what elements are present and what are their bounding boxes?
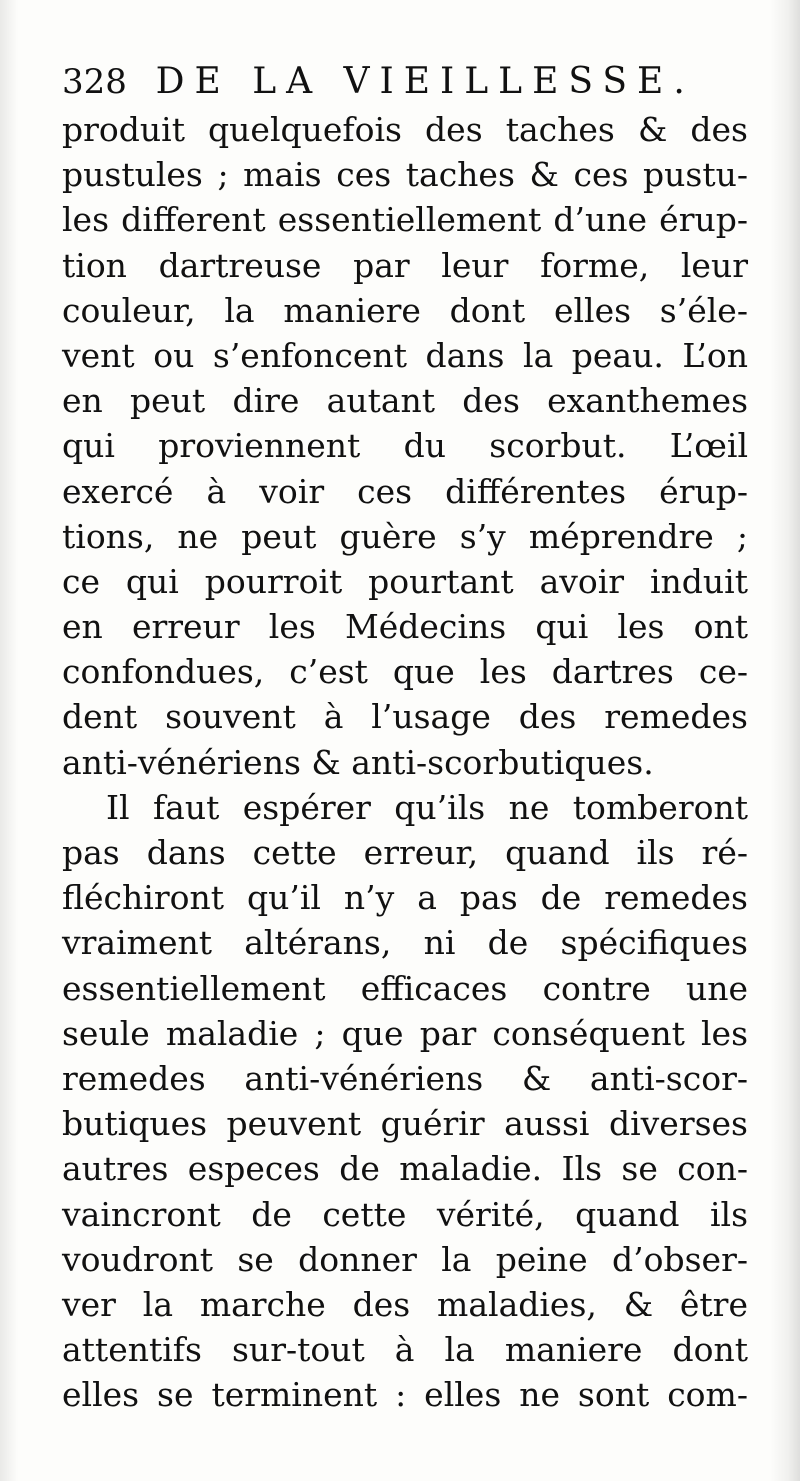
text-line: qui proviennent du scorbut. L’œil — [62, 426, 748, 466]
page-number: 328 — [62, 62, 127, 102]
body-text — [62, 107, 748, 1417]
page-gutter-shadow — [0, 0, 18, 1481]
text-line: produit quelquefois des taches & des — [62, 110, 748, 149]
running-title: DE LA VIEILLESSE. — [155, 61, 695, 102]
text-line: essentiellement efficaces contre une — [62, 968, 748, 1008]
text-line: remedes anti-vénériens & anti-scor- — [62, 1058, 748, 1098]
text-line: dent souvent à l’usage des remedes — [62, 697, 748, 737]
text-line: vraiment altérans, ni de spécifiques — [62, 923, 748, 963]
text-line: attentifs sur-tout à la maniere dont — [62, 1330, 748, 1370]
text-line: autres especes de maladie. Ils se con- — [62, 1149, 748, 1189]
text-line: en erreur les Médecins qui les ont — [62, 607, 748, 647]
text-line: voudront se donner la peine d’obser- — [62, 1239, 748, 1279]
text-line: couleur, la maniere dont elles s’éle- — [62, 290, 748, 330]
text-line: butiques peuvent guérir aussi diverses — [62, 1104, 748, 1144]
text-line: ce qui pourroit pourtant avoir induit — [62, 561, 748, 601]
text-line: exercé à voir ces différentes érup- — [62, 471, 748, 511]
text-line: tion dartreuse par leur forme, leur — [62, 245, 748, 285]
text-line: vent ou s’enfoncent dans la peau. L’on — [62, 335, 748, 375]
page-edge-shadow — [770, 0, 800, 1481]
text-line: anti-vénériens & anti-scorbutiques. — [62, 742, 654, 782]
text-line: elles se terminent : elles ne sont com- — [62, 1375, 748, 1415]
page-header — [62, 52, 752, 108]
text-line: tions, ne peut guère s’y méprendre ; — [62, 516, 748, 556]
text-line: les different essentiellement d’une érup- — [62, 200, 748, 240]
text-line: vaincront de cette vérité, quand ils — [62, 1194, 748, 1234]
text-line: en peut dire autant des exanthemes — [62, 381, 748, 421]
text-line: pustules ; mais ces taches & ces pustu- — [62, 155, 748, 195]
text-line: seule maladie ; que par conséquent les — [62, 1013, 748, 1053]
text-line: pas dans cette erreur, quand ils ré- — [62, 833, 748, 872]
text-line: fléchiront qu’il n’y a pas de remedes — [62, 878, 748, 918]
text-line: ver la marche des maladies, & être — [62, 1284, 748, 1324]
text-line: Il faut espérer qu’ils ne tomberont — [106, 787, 748, 827]
text-line: confondues, c’est que les dartres ce- — [62, 652, 748, 692]
